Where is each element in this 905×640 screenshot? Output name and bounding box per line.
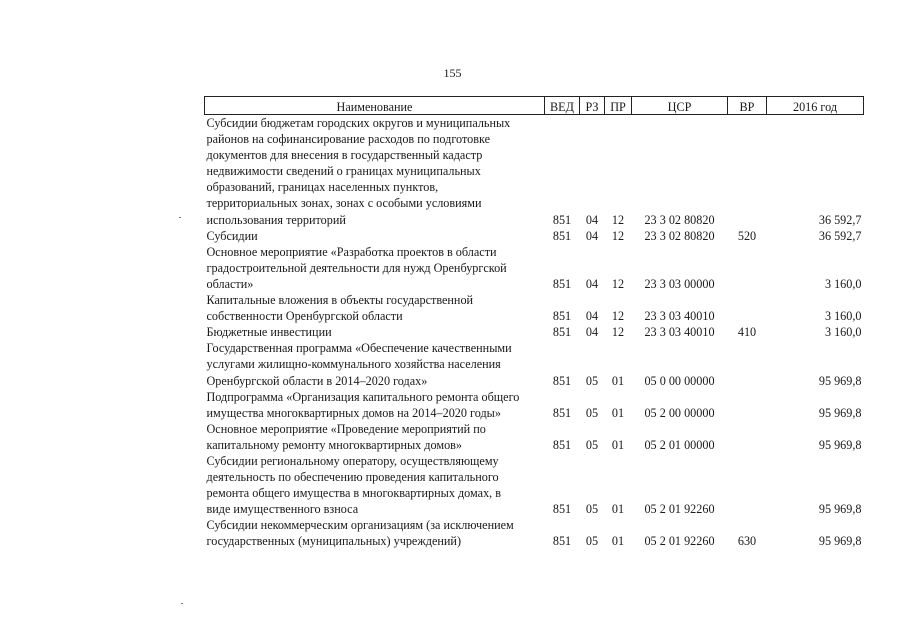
cell-csr: 23 3 03 40010: [644, 309, 715, 324]
cell-rz: 04: [585, 309, 599, 324]
cell-name: [205, 340, 545, 388]
table-row: [205, 115, 864, 228]
cell-pr: 01: [611, 534, 625, 549]
cell-rz: 04: [585, 212, 599, 227]
cell-sum: 3 160,0: [824, 276, 862, 291]
table-row: [205, 421, 864, 453]
table-row: [205, 292, 864, 324]
cell-rz: 05: [585, 373, 599, 388]
cell-rz: 04: [585, 276, 599, 291]
cell-rz: 04: [585, 325, 599, 340]
cell-ved: 851: [552, 373, 572, 388]
cell-vr: 630: [737, 534, 757, 549]
cell-sum: 36 592,7: [818, 212, 862, 227]
row-title: Подпрограмма «Организация капитального ремонта общего имущества многоквартирных домов на 2014–2020 годы»: [206, 389, 520, 420]
cell-vr: [728, 244, 767, 292]
table-row: [205, 324, 864, 340]
cell-csr: 05 2 01 92260: [644, 502, 715, 517]
cell-name: [205, 228, 545, 244]
table-row: [205, 244, 864, 292]
header-rz: РЗ: [580, 97, 605, 115]
cell-csr: 05 2 01 00000: [644, 437, 715, 452]
cell-name: [205, 292, 545, 324]
table-row: [205, 517, 864, 549]
cell-pr: 01: [611, 502, 625, 517]
cell-sum: 95 969,8: [818, 437, 862, 452]
cell-sum: 3 160,0: [824, 325, 862, 340]
cell-ved: 851: [552, 405, 572, 420]
cell-name: [205, 115, 545, 228]
cell-csr: 05 2 01 92260: [644, 534, 715, 549]
cell-csr: 05 2 00 00000: [644, 405, 715, 420]
table-body: [205, 115, 864, 550]
cell-name: [205, 244, 545, 292]
row-title: Субсидии региональному оператору, осуществляющему деятельность по обеспечению проведения капитального ремонта общего имущества в многоквартирных домах, в виде имущественного взноса: [206, 453, 502, 517]
cell-sum: 36 592,7: [818, 228, 862, 243]
cell-vr: 520: [737, 228, 757, 243]
cell-ved: 851: [552, 276, 572, 291]
cell-vr: [728, 292, 767, 324]
cell-ved: 851: [552, 437, 572, 452]
cell-vr: [728, 389, 767, 421]
cell-sum: 95 969,8: [818, 405, 862, 420]
cell-ved: 851: [552, 309, 572, 324]
cell-ved: 851: [552, 228, 572, 243]
cell-csr: 23 3 03 00000: [644, 276, 715, 291]
cell-rz: 05: [585, 405, 599, 420]
cell-vr: 410: [737, 325, 757, 340]
cell-sum: 95 969,8: [818, 534, 862, 549]
header-name: Наименование: [205, 97, 545, 115]
table-header: [205, 97, 864, 115]
cell-csr: 23 3 02 80820: [644, 212, 715, 227]
cell-name: [205, 389, 545, 421]
cell-pr: 12: [611, 276, 625, 291]
budget-table: [204, 96, 864, 550]
header-vr: ВР: [728, 97, 767, 115]
row-title: Основное мероприятие «Разработка проектов в области градостроительной деятельности для нужд Оренбургской области»: [206, 244, 507, 291]
row-title: Субсидии: [206, 228, 258, 243]
cell-rz: 04: [585, 228, 599, 243]
cell-pr: 01: [611, 405, 625, 420]
cell-ved: 851: [552, 325, 572, 340]
table-row: [205, 228, 864, 244]
cell-name: [205, 517, 545, 549]
table-row: [205, 453, 864, 517]
cell-rz: 05: [585, 534, 599, 549]
cell-vr: [728, 421, 767, 453]
cell-sum: 3 160,0: [824, 309, 862, 324]
margin-mark: [179, 217, 181, 218]
row-title: Капитальные вложения в объекты государственной собственности Оренбургской области: [206, 293, 474, 324]
cell-ved: 851: [552, 212, 572, 227]
cell-ved: 851: [552, 534, 572, 549]
cell-sum: 95 969,8: [818, 502, 862, 517]
page-number: 155: [443, 66, 462, 80]
table-row: [205, 389, 864, 421]
header-csr: ЦСР: [632, 97, 728, 115]
cell-ved: 851: [552, 502, 572, 517]
cell-name: [205, 453, 545, 517]
cell-name: [205, 421, 545, 453]
header-ved: ВЕД: [545, 97, 580, 115]
cell-pr: 01: [611, 437, 625, 452]
margin-mark: [181, 603, 183, 604]
cell-name: [205, 324, 545, 340]
row-title: Субсидии некоммерческим организациям (за исключением государственных (муниципальных) учреждений): [206, 518, 514, 549]
row-title: Бюджетные инвестиции: [206, 325, 332, 340]
row-title: Государственная программа «Обеспечение качественными услугами жилищно-коммунального хозяйства населения Оренбургской области в 2014–2020 годах»: [206, 341, 512, 388]
cell-pr: 12: [611, 228, 625, 243]
cell-vr: [728, 453, 767, 517]
cell-rz: 05: [585, 502, 599, 517]
row-title: Основное мероприятие «Проведение мероприятий по капитальному ремонту многоквартирных домов»: [206, 421, 486, 452]
cell-pr: 12: [611, 212, 625, 227]
cell-sum: 95 969,8: [818, 373, 862, 388]
cell-pr: 12: [611, 325, 625, 340]
cell-vr: [728, 115, 767, 228]
cell-rz: 05: [585, 437, 599, 452]
header-pr: ПР: [605, 97, 632, 115]
cell-csr: 23 3 02 80820: [644, 228, 715, 243]
cell-csr: 23 3 03 40010: [644, 325, 715, 340]
cell-pr: 01: [611, 373, 625, 388]
cell-pr: 12: [611, 309, 625, 324]
row-title: Субсидии бюджетам городских округов и муниципальных районов на софинансирование расходов по подготовке документов для внесения в государственный кадастр недвижимости сведений о границах муниципальных образований, границах населенных пунктов, территориальных зонах, зонах с особыми условиями использования территорий: [206, 116, 511, 227]
cell-vr: [728, 340, 767, 388]
cell-csr: 05 0 00 00000: [644, 373, 715, 388]
table-row: [205, 340, 864, 388]
header-year: 2016 год: [767, 97, 864, 115]
